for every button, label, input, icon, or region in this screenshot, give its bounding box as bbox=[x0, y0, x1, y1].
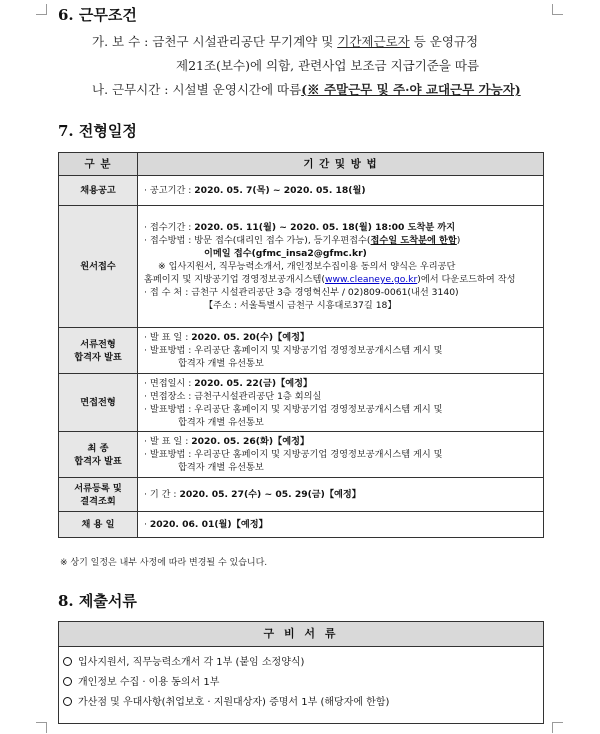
pay-text-underlined: 기간제근로자 bbox=[337, 34, 410, 49]
apply-office: · 접 수 처 : 금천구 시설관리공단 3층 경영혁신부 / 02)809-0061(내선 3140) bbox=[144, 287, 459, 298]
final-date bbox=[144, 435, 537, 448]
pay-text-a: : 금천구 시설관리공단 무기계약 및 bbox=[140, 34, 338, 49]
doc-screening-date bbox=[144, 331, 537, 344]
circle-bullet-icon bbox=[63, 677, 72, 686]
corner-mark-bottom-right bbox=[552, 722, 563, 733]
doc-screening-date-label: · 발 표 일 : bbox=[144, 332, 192, 343]
row-label-notice: 채용공고 bbox=[59, 176, 138, 206]
schedule-change-note: ※ 상기 일정은 내부 사정에 따라 변경될 수 있습니다. bbox=[60, 558, 268, 568]
hours-line bbox=[92, 80, 521, 98]
interview-notify: 합격자 개별 유선통보 bbox=[178, 416, 264, 428]
apply-email: 이메일 접수(gfmc_insa2@gfmc.kr) bbox=[204, 248, 367, 259]
circle-bullet-icon bbox=[63, 657, 72, 666]
register-period-dates: 2020. 05. 27(수) ~ 05. 29(금)【예정】 bbox=[179, 489, 361, 500]
pay-line-2: 제21조(보수)에 의함, 관련사업 보조금 지급기준을 따름 bbox=[176, 58, 480, 73]
document-item-text: 가산점 및 우대사항(취업보호 · 지원대상자) 증명서 1부 (해당자에 한함) bbox=[78, 697, 390, 708]
row-label-doc-screening bbox=[59, 328, 138, 374]
register-period-label: · 기 간 : bbox=[144, 489, 180, 500]
row-final bbox=[59, 432, 544, 478]
apply-method-a: · 접수방법 : 방문 접수(대리인 접수 가능), 등기우편접수( bbox=[144, 235, 371, 246]
interview-date-value: 2020. 05. 22(금)【예정】 bbox=[194, 377, 313, 389]
row-notice bbox=[59, 176, 544, 206]
apply-period-dates: 2020. 05. 11(월) ~ 2020. 05. 18(월) 18:00 도착분 까지 bbox=[194, 222, 456, 233]
document-item-text: 개인정보 수집 · 이용 동의서 1부 bbox=[78, 677, 220, 688]
interview-date bbox=[144, 377, 537, 390]
row-content-apply bbox=[138, 206, 544, 328]
register-label-1: 서류등록 및 bbox=[74, 482, 122, 494]
apply-period-label: · 접수기간 : bbox=[144, 222, 195, 233]
doc-screening-label-2: 합격자 발표 bbox=[74, 351, 122, 363]
row-doc-screening bbox=[59, 328, 544, 374]
pay-label: 가. 보 수 bbox=[92, 34, 141, 49]
required-documents-header: 구 비 서 류 bbox=[59, 622, 543, 647]
row-label-final bbox=[59, 432, 138, 478]
row-start bbox=[59, 512, 544, 538]
row-content-register bbox=[138, 478, 544, 512]
section-title-work-conditions: 6. 근무조건 bbox=[58, 6, 137, 24]
hours-text: : 시설별 운영시간에 따름 bbox=[160, 82, 302, 97]
row-apply bbox=[59, 206, 544, 328]
required-documents-list bbox=[59, 647, 543, 723]
final-date-value: 2020. 05. 26(화)【예정】 bbox=[191, 436, 310, 447]
hours-label: 나. 근무시간 bbox=[92, 82, 161, 97]
doc-screening-date-value: 2020. 05. 20(수)【예정】 bbox=[191, 332, 310, 343]
required-documents-box bbox=[58, 621, 544, 724]
schedule-table bbox=[58, 152, 544, 538]
header-category: 구 분 bbox=[59, 153, 138, 176]
row-label-interview: 면접전형 bbox=[59, 374, 138, 432]
cleaneye-link[interactable]: www.cleaneye.go.kr bbox=[324, 274, 418, 285]
circle-bullet-icon bbox=[63, 697, 72, 706]
apply-period bbox=[144, 221, 537, 234]
final-method: · 발표방법 : 우리공단 홈페이지 및 지방공기업 경영정보공개시스템 게시 및 bbox=[144, 449, 443, 460]
start-date bbox=[144, 518, 537, 531]
apply-download bbox=[144, 273, 537, 286]
section-title-documents: 8. 제출서류 bbox=[58, 592, 137, 610]
notice-period-dates: 2020. 05. 7(목) ~ 2020. 05. 18(월) bbox=[194, 185, 366, 196]
schedule-header-row bbox=[59, 153, 544, 176]
apply-download-a: 홈페이지 및 지방공기업 경영정보공개시스템( bbox=[144, 274, 325, 285]
start-date-bullet: · bbox=[144, 519, 150, 530]
register-label-2: 결격조회 bbox=[80, 495, 116, 507]
document-item bbox=[59, 693, 543, 713]
row-register bbox=[59, 478, 544, 512]
apply-address: 【주소 : 서울특별시 금천구 시흥대로37길 18】 bbox=[204, 300, 397, 311]
final-label-2: 합격자 발표 bbox=[74, 455, 122, 467]
apply-method-c: ) bbox=[456, 235, 461, 246]
apply-download-b: )에서 다운로드하여 작성 bbox=[417, 274, 516, 285]
row-label-register bbox=[59, 478, 138, 512]
document-item bbox=[59, 653, 543, 673]
row-content-doc-screening bbox=[138, 328, 544, 374]
row-content-final bbox=[138, 432, 544, 478]
hours-text-underlined: (※ 주말근무 및 주·야 교대근무 가능자) bbox=[301, 82, 521, 97]
start-date-value: 2020. 06. 01(월)【예정】 bbox=[149, 519, 268, 530]
row-interview bbox=[59, 374, 544, 432]
row-label-apply: 원서접수 bbox=[59, 206, 138, 328]
corner-mark-bottom-left bbox=[36, 722, 47, 733]
header-period-method: 기 간 및 방 법 bbox=[138, 153, 544, 176]
final-date-label: · 발 표 일 : bbox=[144, 436, 192, 447]
section-title-schedule: 7. 전형일정 bbox=[58, 122, 137, 140]
corner-mark-top-left bbox=[36, 4, 47, 15]
final-label-1: 최 종 bbox=[87, 442, 109, 454]
pay-line-1 bbox=[92, 32, 478, 50]
document-item-text: 입사지원서, 직무능력소개서 각 1부 (붙임 소정양식) bbox=[78, 657, 305, 668]
apply-method-underlined: 접수일 도착분에 한함 bbox=[370, 235, 457, 246]
apply-form-note: ※ 입사지원서, 직무능력소개서, 개인정보수집이용 동의서 양식은 우리공단 bbox=[158, 261, 456, 272]
interview-method: · 발표방법 : 우리공단 홈페이지 및 지방공기업 경영정보공개시스템 게시 및 bbox=[144, 403, 443, 415]
row-content-interview bbox=[138, 374, 544, 432]
interview-place: · 면접장소 : 금천구시설관리공단 1층 회의실 bbox=[144, 390, 322, 402]
row-content-start bbox=[138, 512, 544, 538]
row-content-notice bbox=[138, 176, 544, 206]
doc-screening-label-1: 서류전형 bbox=[80, 338, 116, 350]
document-item bbox=[59, 673, 543, 693]
apply-method bbox=[144, 234, 537, 247]
notice-period bbox=[144, 184, 537, 197]
pay-text-b: 등 운영규정 bbox=[409, 34, 479, 49]
register-period bbox=[144, 488, 537, 501]
doc-screening-method: · 발표방법 : 우리공단 홈페이지 및 지방공기업 경영정보공개시스템 게시 및 bbox=[144, 345, 443, 356]
interview-date-label: · 면접일시 : bbox=[144, 377, 195, 389]
final-notify: 합격자 개별 유선통보 bbox=[178, 462, 264, 473]
notice-period-label: · 공고기간 : bbox=[144, 185, 195, 196]
row-label-start: 채 용 일 bbox=[59, 512, 138, 538]
doc-screening-notify: 합격자 개별 유선통보 bbox=[178, 358, 264, 369]
corner-mark-top-right bbox=[552, 4, 563, 15]
